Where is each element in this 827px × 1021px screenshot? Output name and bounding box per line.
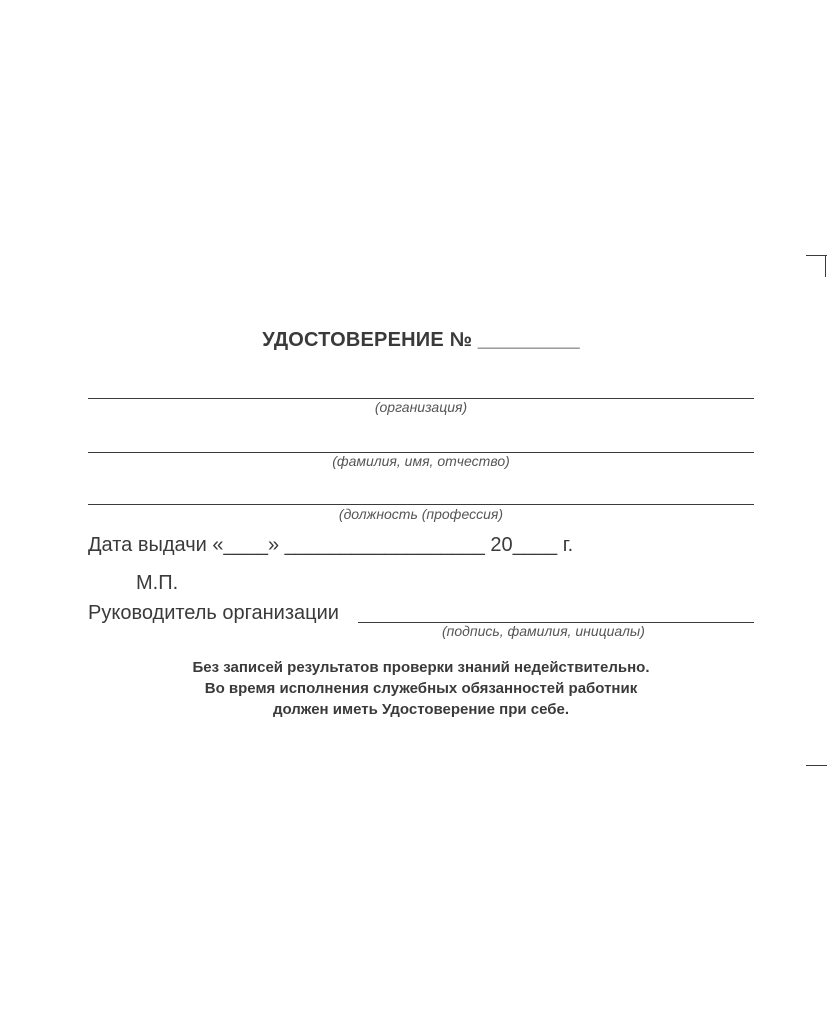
issue-year-prefix: 20 bbox=[484, 534, 513, 556]
notice-line-3: должен иметь Удостоверение при себе. bbox=[272, 701, 570, 718]
issue-day-blank[interactable]: ____ bbox=[223, 534, 268, 556]
head-caption: (подпись, фамилия, инициалы) bbox=[442, 623, 645, 639]
issue-date-after-day: » bbox=[267, 534, 285, 556]
issue-date-row bbox=[88, 534, 573, 557]
organization-caption: (организация) bbox=[374, 399, 468, 415]
position-line[interactable] bbox=[88, 504, 754, 505]
crop-mark-top-vertical bbox=[825, 255, 826, 277]
notice-line-1: Без записей результатов проверки знаний недействительно. bbox=[192, 659, 650, 676]
seal-label: М.П. bbox=[136, 572, 179, 594]
position-caption: (должность (профессия) bbox=[338, 506, 504, 522]
crop-mark-bottom-horizontal bbox=[806, 765, 827, 766]
issue-month-blank[interactable]: __________________ bbox=[284, 534, 485, 556]
crop-mark-top-horizontal bbox=[806, 255, 827, 256]
issue-date-label: Дата выдачи « bbox=[88, 534, 224, 556]
notice-line-2: Во время исполнения служебных обязанностей работник bbox=[204, 680, 638, 697]
full-name-caption: (фамилия, имя, отчество) bbox=[332, 453, 510, 469]
issue-year-suffix: г. bbox=[557, 534, 574, 556]
head-label: Руководитель организации bbox=[88, 602, 339, 624]
issue-year-blank[interactable]: ____ bbox=[512, 534, 558, 556]
notice-block bbox=[0, 657, 827, 720]
document-title: УДОСТОВЕРЕНИЕ № _________ bbox=[262, 329, 580, 351]
